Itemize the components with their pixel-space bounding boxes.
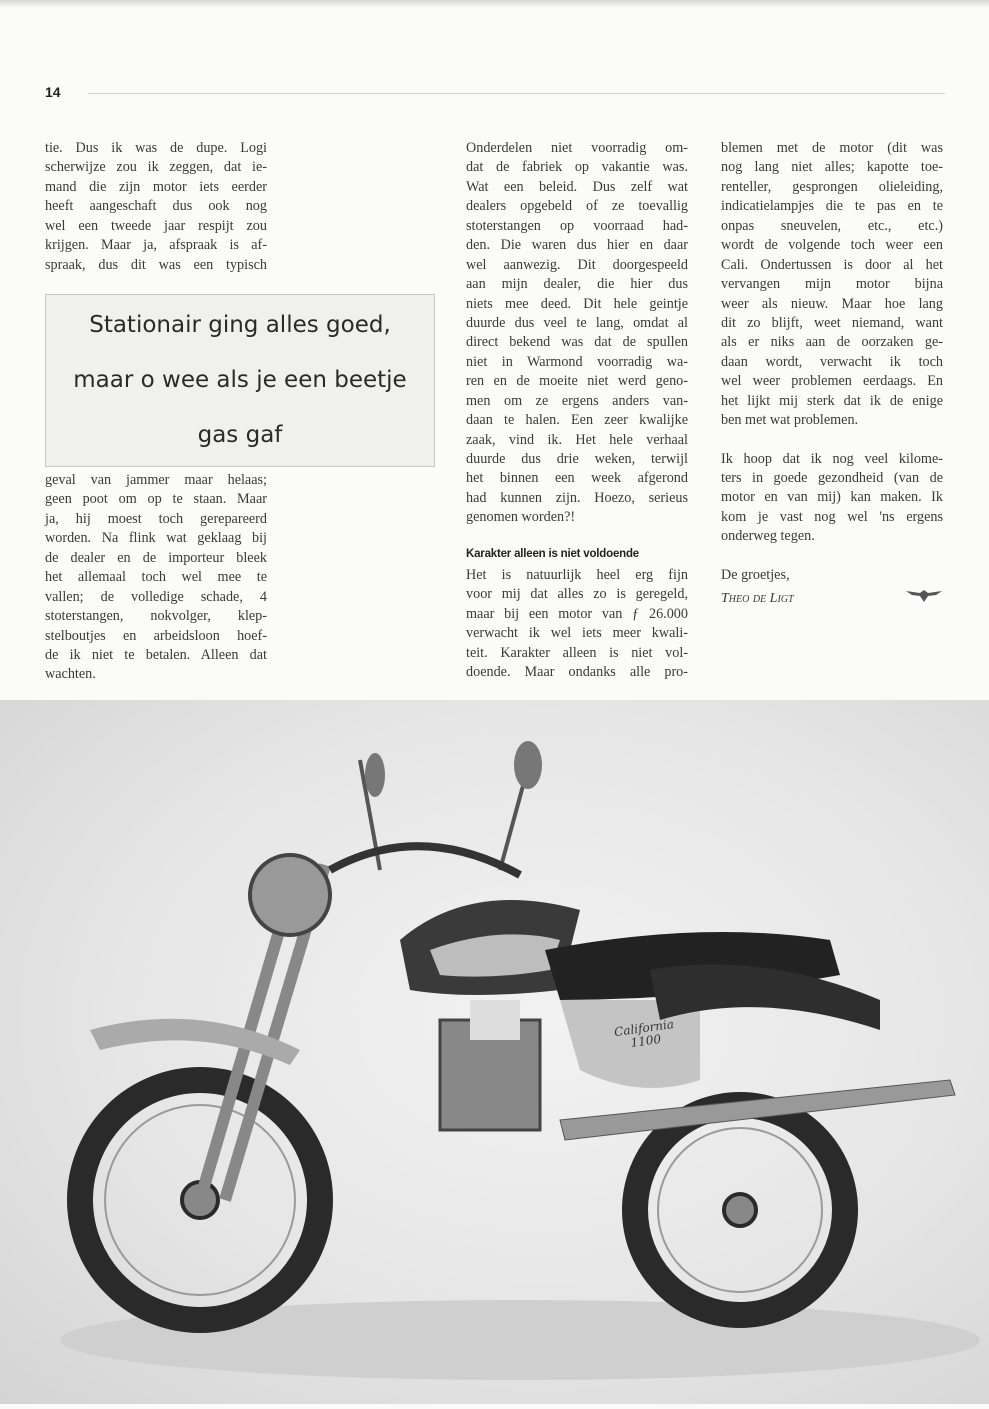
signature: Theo de Ligt bbox=[721, 591, 794, 606]
text-line: vervangen mijn motor bijna bbox=[721, 276, 943, 293]
text-line: aan mijn dealer, die hier dus bbox=[466, 276, 688, 293]
motorcycle-photo bbox=[0, 700, 989, 1404]
text-line: wel weer problemen eerdaags. En bbox=[721, 373, 943, 390]
text-line: stoterstangen op voorraad had- bbox=[466, 217, 688, 234]
text-line: als er niks aan de oorzaken ge- bbox=[721, 334, 943, 351]
text-line: dat de fabriek op vakantie was. bbox=[466, 159, 688, 176]
text-line: wachten. bbox=[45, 666, 96, 683]
text-line: indicatielampjes die te pas en te bbox=[721, 198, 943, 215]
text-line: niet in Warmond voorradig wa- bbox=[466, 353, 688, 370]
header-rule bbox=[88, 93, 945, 94]
text-line: wel aanwezig. Dit doorgespeeld bbox=[466, 256, 688, 273]
text-line: doende. Maar ondanks alle pro- bbox=[466, 663, 688, 680]
text-line: scherwijze zou ik zeggen, dat ie- bbox=[45, 159, 267, 176]
text-line: ren en de moeite niet werd geno- bbox=[466, 373, 688, 390]
text-line: renteller, gesprongen olieleiding, bbox=[721, 178, 943, 195]
column-1-top bbox=[45, 139, 267, 275]
text-line: onderweg tegen. bbox=[721, 528, 815, 545]
column-3 bbox=[721, 139, 943, 585]
pullquote bbox=[45, 294, 435, 467]
text-line: de dealer en de importeur bleek bbox=[45, 549, 267, 566]
pullquote-line: Stationair ging alles goed, bbox=[89, 312, 391, 338]
text-line: dit zo blijft, weet niemand, want bbox=[721, 314, 943, 331]
text-line: Wat een beleid. Dus zelf wat bbox=[466, 178, 688, 195]
paragraph-gap bbox=[721, 431, 943, 450]
page-number: 14 bbox=[45, 84, 61, 100]
text-line: wordt de volgende toch weer een bbox=[721, 237, 943, 254]
eagle-logo-icon bbox=[906, 588, 942, 606]
scan-edge bbox=[0, 0, 989, 8]
text-line: nog lang niet alles; kapotte toe- bbox=[721, 159, 943, 176]
text-line: dealers opgebeld of ze toevallig bbox=[466, 198, 688, 215]
paragraph-gap bbox=[721, 547, 943, 566]
text-line: den. Die waren dus hier en daar bbox=[466, 237, 688, 254]
text-line: worden. Na flink wat geklaag bij bbox=[45, 530, 267, 547]
column-1-bottom bbox=[45, 471, 267, 685]
motorcycle-illustration bbox=[0, 700, 989, 1404]
text-line: kom je vast nog wel 'ns ergens bbox=[721, 508, 943, 525]
text-line: ben met wat problemen. bbox=[721, 412, 859, 429]
text-line: Onderdelen niet voorradig om- bbox=[466, 140, 688, 156]
text-line: wel een tweede jaar respijt zou bbox=[45, 217, 267, 234]
pullquote-line: gas gaf bbox=[197, 422, 283, 448]
text-line: vallen; de volledige schade, 4 bbox=[45, 588, 267, 605]
text-line: genomen worden?! bbox=[466, 509, 576, 526]
text-line: mand die zijn motor iets eerder bbox=[45, 178, 267, 195]
text-line: Het is natuurlijk heel erg fijn bbox=[466, 566, 688, 583]
text-line: verwacht ik wel iets meer kwali- bbox=[466, 625, 688, 642]
text-line: Cali. Ondertussen is door al het bbox=[721, 256, 943, 273]
text-line: ters in goede gezondheid (van de bbox=[721, 470, 943, 486]
text-line: daan wordt, verwacht ik toch bbox=[721, 353, 943, 370]
text-line: duurde dus veel te lang, omdat al bbox=[466, 314, 688, 331]
text-line: spraak, dus dit was een typisch bbox=[45, 256, 267, 273]
text-line: Ik hoop dat ik nog veel kilome- bbox=[721, 450, 943, 467]
text-line: het binnen een week afgerond bbox=[466, 470, 688, 487]
text-line: ja, hij moest toch gerepareerd bbox=[45, 510, 267, 527]
text-line: de ik niet te betalen. Alleen dat bbox=[45, 646, 267, 663]
text-line: motor en van mij) kan maken. Ik bbox=[721, 489, 943, 506]
text-line: De groetjes, bbox=[721, 566, 790, 583]
text-line: daan te halen. Een zeer kwalijke bbox=[466, 412, 688, 429]
column-2 bbox=[466, 139, 688, 682]
text-line: voor mij dat alles zo is geregeld, bbox=[466, 586, 688, 603]
text-line: weer als nieuw. Maar hoe lang bbox=[721, 295, 943, 312]
text-line: stelboutjes en arbeidsloon hoef- bbox=[45, 627, 267, 644]
section-heading: Karakter alleen is niet voldoende bbox=[466, 547, 639, 560]
text-line: direct bekend was dat de spullen bbox=[466, 334, 688, 351]
pullquote-line: maar o wee als je een beetje bbox=[73, 367, 407, 393]
text-line: niets mee deed. Dit hele geintje bbox=[466, 295, 688, 312]
text-line: het lijkt mij sterk dat ik de enige bbox=[721, 392, 943, 409]
text-line: stoterstangen, nokvolger, klep- bbox=[45, 608, 267, 625]
text-line: geval van jammer maar helaas; bbox=[45, 472, 267, 488]
side-badge: California 1100 bbox=[613, 1016, 675, 1051]
text-line: het allemaal toch wel mee te bbox=[45, 569, 267, 586]
text-line: tie. Dus ik was de dupe. Logi bbox=[45, 140, 267, 156]
text-line: teit. Karakter alleen is niet vol- bbox=[466, 644, 688, 661]
text-line: maar bij een motor van ƒ 26.000 bbox=[466, 605, 688, 622]
text-line: duurde dus drie weken, terwijl bbox=[466, 451, 688, 467]
text-line: zaak, vind ik. Het hele verhaal bbox=[466, 431, 688, 448]
text-line: men om ze ergens anders van- bbox=[466, 392, 688, 409]
text-line: blemen met de motor (dit was bbox=[721, 140, 943, 156]
text-line: onpas sneuvelen, etc., etc.) bbox=[721, 217, 943, 234]
text-line: krijgen. Maar ja, afspraak is af- bbox=[45, 237, 267, 254]
text-line: had kunnen zijn. Hoezo, serieus bbox=[466, 489, 688, 506]
text-line: geen poot om op te staan. Maar bbox=[45, 491, 267, 508]
text-line: heeft aangeschaft dus ook nog bbox=[45, 198, 267, 215]
